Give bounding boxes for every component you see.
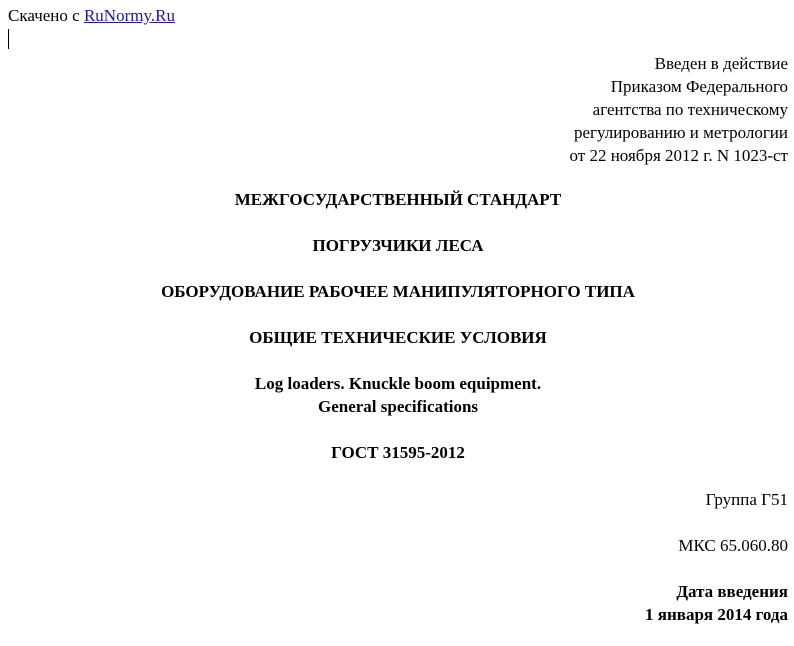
mks-code: МКС 65.060.80: [678, 536, 788, 555]
enactment-line: агентства по техническому: [592, 100, 788, 119]
title-line-2: ОБОРУДОВАНИЕ РАБОЧЕЕ МАНИПУЛЯТОРНОГО ТИПА: [161, 282, 635, 301]
title-line-1: ПОГРУЗЧИКИ ЛЕСА: [312, 236, 484, 255]
standard-code: ГОСТ 31595-2012: [331, 443, 465, 462]
intro-date-label: Дата введения: [676, 582, 788, 601]
enactment-line: от 22 ноября 2012 г. N 1023-ст: [569, 146, 788, 165]
title-line-3: ОБЩИЕ ТЕХНИЧЕСКИЕ УСЛОВИЯ: [249, 328, 547, 347]
source-prefix: Скачено с: [8, 6, 84, 25]
group-code: Группа Г51: [705, 490, 788, 509]
source-link[interactable]: RuNormy.Ru: [83, 6, 175, 25]
english-title: [0, 372, 794, 418]
source-line: [8, 6, 175, 26]
text-cursor: [8, 29, 9, 49]
enactment-line: Приказом Федерального: [610, 77, 788, 96]
enactment-line: регулированию и метрологии: [573, 123, 788, 142]
standard-type-heading: МЕЖГОСУДАРСТВЕННЫЙ СТАНДАРТ: [234, 190, 562, 209]
intro-date-value: 1 января 2014 года: [645, 605, 788, 624]
enactment-block: [570, 52, 789, 167]
enactment-line: Введен в действие: [654, 54, 788, 73]
english-title-line-1: Log loaders. Knuckle boom equipment.: [254, 374, 542, 393]
english-title-line-2: General specifications: [317, 397, 479, 416]
